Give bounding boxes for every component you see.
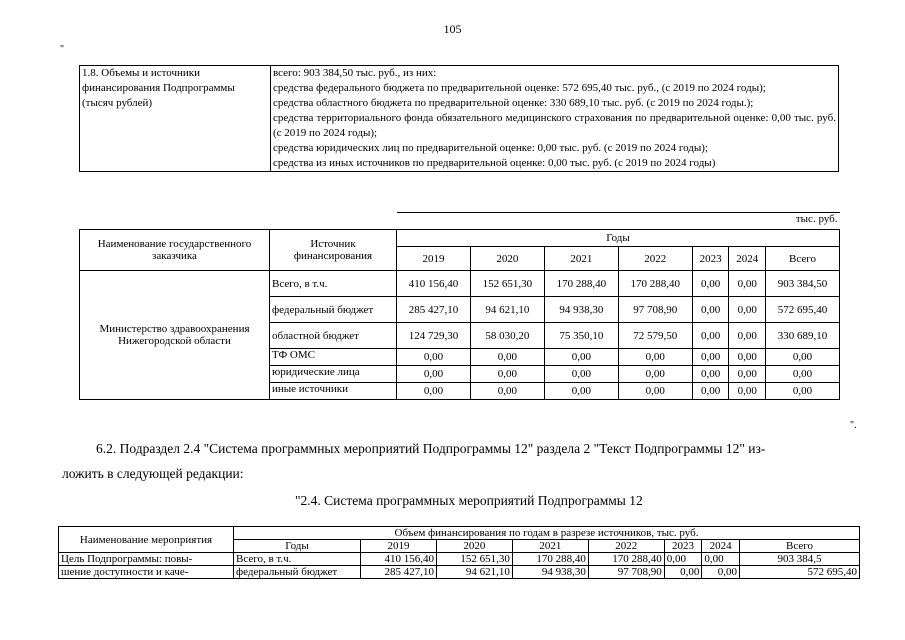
- table-cell: 124 729,30: [397, 323, 471, 349]
- table-cell: 94 938,30: [544, 297, 618, 323]
- header-volume: Объем финансирования по годам в разрезе источников, тыс. руб.: [234, 527, 860, 540]
- table-cell: 170 288,40: [544, 271, 618, 297]
- table-cell: 0,00: [702, 566, 740, 579]
- paragraph-line: 6.2. Подраздел 2.4 "Система программных мероприятий Подпрограммы 12" раздела 2 "Текст Подпрограммы 12" из-: [96, 441, 766, 456]
- table-cell: 0,00: [470, 349, 544, 366]
- header-source: Источник финансирования: [270, 230, 397, 271]
- table-cell: 0,00: [729, 323, 766, 349]
- year-header: 2022: [588, 540, 664, 553]
- table-cell: 0,00: [664, 566, 702, 579]
- source-label: федеральный бюджет: [234, 566, 361, 579]
- year-header: 2023: [692, 247, 729, 271]
- table-cell: 285 427,10: [361, 566, 437, 579]
- source-label: Всего, в т.ч.: [234, 553, 361, 566]
- goal-text: Цель Подпрограммы: повы-: [59, 553, 234, 566]
- year-header: 2024: [729, 247, 766, 271]
- table-cell: 0,00: [729, 366, 766, 383]
- table-cell: 330 689,10: [766, 323, 840, 349]
- table-cell: 170 288,40: [618, 271, 692, 297]
- source-label: ТФ ОМС: [270, 349, 397, 366]
- source-label: Всего, в т.ч.: [270, 271, 397, 297]
- year-header: Всего: [740, 540, 860, 553]
- table-cell: 0,00: [397, 349, 471, 366]
- section-line: средства федерального бюджета по предварительной оценке: 572 695,40 тыс. руб., (с 2019 по 2024 годы);: [273, 82, 766, 94]
- table-cell: 0,00: [544, 366, 618, 383]
- table-cell: 0,00: [729, 349, 766, 366]
- table-cell: 58 030,20: [470, 323, 544, 349]
- table-cell: 0,00: [618, 366, 692, 383]
- table-cell: 0,00: [544, 383, 618, 400]
- table-cell: 0,00: [692, 349, 729, 366]
- year-header: 2021: [544, 247, 618, 271]
- table-cell: 903 384,5: [740, 553, 860, 566]
- section-line: всего: 903 384,50 тыс. руб., из них:: [273, 67, 437, 79]
- customer-name: Министерство здравоохранения Нижегородской области: [80, 271, 270, 400]
- section-line: средства юридических лиц по предварительной оценке: 0,00 тыс. руб. (с 2019 по 2024 годы);: [273, 142, 708, 154]
- year-header: 2019: [361, 540, 437, 553]
- table-cell: 0,00: [729, 297, 766, 323]
- table-cell: 152 651,30: [436, 553, 512, 566]
- section-line: средства территориального фонда обязательного медицинского страхования по предварительной оценке: 0,00 тыс. руб. (с 2019 по 2024 годы);: [273, 112, 836, 139]
- section-summary-table: [79, 65, 839, 172]
- page-number: 105: [443, 22, 462, 36]
- header-customer: Наименование государственного заказчика: [80, 230, 270, 271]
- table-cell: 0,00: [618, 383, 692, 400]
- table-cell: 75 350,10: [544, 323, 618, 349]
- section-line: средства областного бюджета по предварительной оценке: 330 689,10 тыс. руб. (с 2019 по 2024 годы.);: [273, 97, 754, 109]
- table-cell: 0,00: [397, 383, 471, 400]
- year-header: 2022: [618, 247, 692, 271]
- closing-quote-mark: ".: [850, 420, 857, 431]
- source-label: федеральный бюджет: [270, 297, 397, 323]
- table-cell: 410 156,40: [397, 271, 471, 297]
- opening-quote-mark: ": [60, 44, 65, 55]
- table-cell: 572 695,40: [740, 566, 860, 579]
- year-header: 2023: [664, 540, 702, 553]
- source-label: областной бюджет: [270, 323, 397, 349]
- table-cell: 0,00: [470, 366, 544, 383]
- table-cell: 0,00: [766, 349, 840, 366]
- paragraph-line: ложить в следующей редакции:: [62, 466, 244, 481]
- unit-label: тыс. руб.: [397, 213, 840, 230]
- table-cell: 0,00: [664, 553, 702, 566]
- section-text: [271, 66, 839, 172]
- table-cell: 572 695,40: [766, 297, 840, 323]
- table-cell: 0,00: [766, 366, 840, 383]
- table-cell: 0,00: [692, 297, 729, 323]
- table-cell: 97 708,90: [618, 297, 692, 323]
- year-header: 2021: [512, 540, 588, 553]
- table-cell: 0,00: [618, 349, 692, 366]
- table-cell: 0,00: [729, 271, 766, 297]
- table-cell: 0,00: [544, 349, 618, 366]
- table-cell: 72 579,50: [618, 323, 692, 349]
- table-cell: 285 427,10: [397, 297, 471, 323]
- section-line: средства из иных источников по предварительной оценке: 0,00 тыс. руб. (с 2019 по 2024 годы): [273, 157, 716, 169]
- table-cell: 94 621,10: [470, 297, 544, 323]
- subheading: "2.4. Система программных мероприятий Подпрограммы 12: [295, 493, 643, 508]
- year-header: 2019: [397, 247, 471, 271]
- measures-table: [58, 526, 860, 579]
- table-cell: 152 651,30: [470, 271, 544, 297]
- table-cell: 170 288,40: [512, 553, 588, 566]
- table-cell: 903 384,50: [766, 271, 840, 297]
- goal-text: шение доступности и каче-: [59, 566, 234, 579]
- table-cell: 0,00: [692, 271, 729, 297]
- header-measure: Наименование мероприятия: [59, 527, 234, 553]
- table-cell: 0,00: [470, 383, 544, 400]
- table-cell: 0,00: [692, 366, 729, 383]
- table-cell: 170 288,40: [588, 553, 664, 566]
- header-years: Годы: [234, 540, 361, 553]
- header-years: Годы: [397, 230, 840, 247]
- year-header: 2020: [436, 540, 512, 553]
- section-label: 1.8. Объемы и источники финансирования Подпрограммы (тысяч рублей): [80, 66, 271, 172]
- table-cell: 0,00: [729, 383, 766, 400]
- source-label: юридические лица: [270, 366, 397, 383]
- table-cell: 97 708,90: [588, 566, 664, 579]
- funding-table: [79, 212, 840, 400]
- source-label: иные источники: [270, 383, 397, 400]
- table-cell: 410 156,40: [361, 553, 437, 566]
- table-cell: 0,00: [692, 323, 729, 349]
- year-header: 2024: [702, 540, 740, 553]
- table-cell: 0,00: [766, 383, 840, 400]
- table-cell: 94 938,30: [512, 566, 588, 579]
- table-cell: 94 621,10: [436, 566, 512, 579]
- year-header: 2020: [470, 247, 544, 271]
- table-cell: 0,00: [702, 553, 740, 566]
- year-header: Всего: [766, 247, 840, 271]
- table-cell: 0,00: [397, 366, 471, 383]
- table-cell: 0,00: [692, 383, 729, 400]
